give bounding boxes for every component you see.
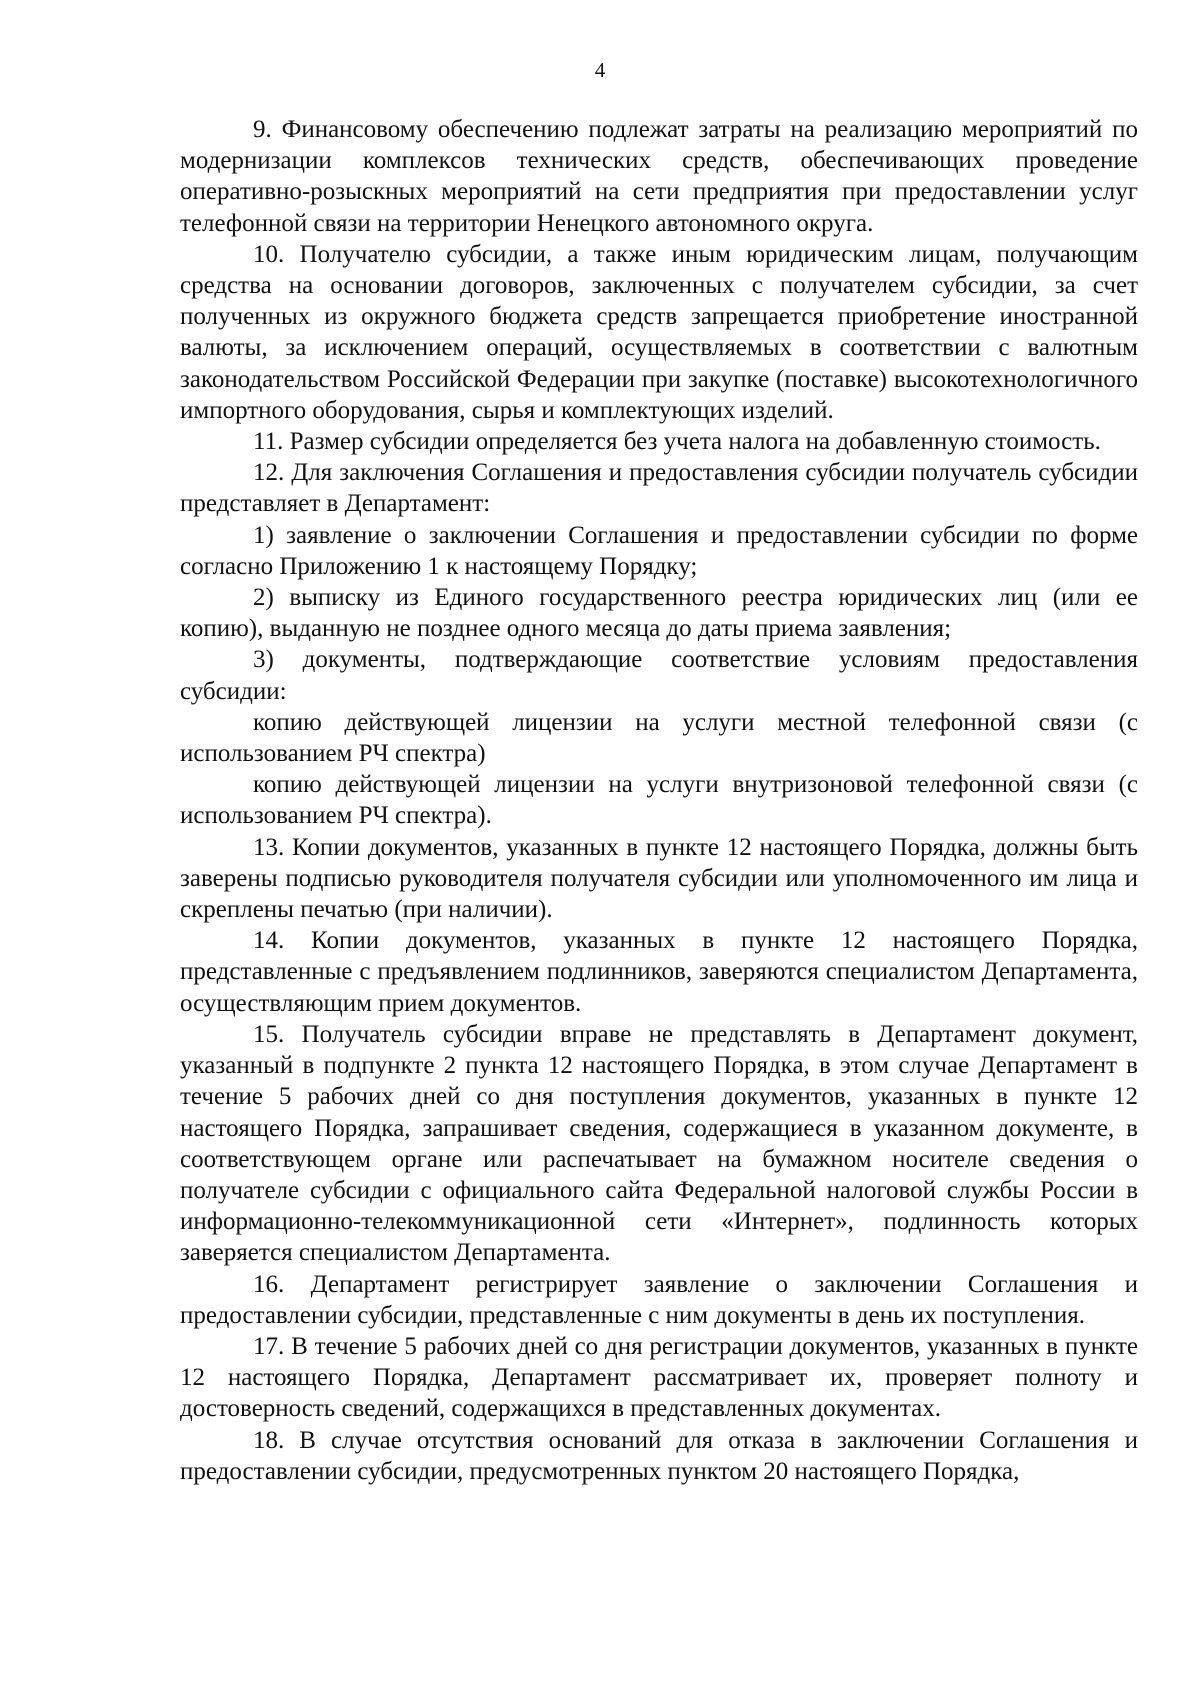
paragraph-15: 15. Получатель субсидии вправе не представлять в Департамент документ, указанный в подпункте 2 пункта 12 настоящего Порядка, в этом случае Департамент в течение 5 рабочих дней со дня поступления документов, указанных в пункте 12 настоящего Порядка, запрашивает сведения, содержащиеся в указанном документе, в соответствующем органе или распечатывает на бумажном носителе сведения о получателе субсидии с официального сайта Федеральной налоговой службы России в информационно-телекоммуникационной сети «Интернет», подлинность которых заверяется специалистом Департамента. bbox=[180, 1020, 1138, 1267]
document-body bbox=[180, 114, 1138, 1487]
paragraph-18: 18. В случае отсутствия оснований для отказа в заключении Соглашения и предоставлении субсидии, предусмотренных пунктом 20 настоящего Порядка, bbox=[180, 1426, 1138, 1485]
paragraph-9: 9. Финансовому обеспечению подлежат затраты на реализацию мероприятий по модернизации комплексов технических средств, обеспечивающих проведение оперативно-розыскных мероприятий на сети предприятия при предоставлении услуг телефонной связи на территории Ненецкого автономного округа. bbox=[180, 116, 1138, 237]
paragraph-16: 16. Департамент регистрирует заявление о заключении Соглашения и предоставлении субсидии, представленные с ним документы в день их поступления. bbox=[180, 1270, 1138, 1329]
license-item-intrazonal: копию действующей лицензии на услуги внутризоновой телефонной связи (с использованием РЧ спектра). bbox=[180, 771, 1138, 830]
page-number: 4 bbox=[594, 58, 606, 82]
list-item-3: 3) документы, подтверждающие соответствие условиям предоставления субсидии: bbox=[180, 646, 1138, 705]
paragraph-17: 17. В течение 5 рабочих дней со дня регистрации документов, указанных в пункте 12 настоящего Порядка, Департамент рассматривает их, проверяет полноту и достоверность сведений, содержащихся в представленных документах. bbox=[180, 1332, 1138, 1423]
list-item-2: 2) выписку из Единого государственного реестра юридических лиц (или ее копию), выданную не позднее одного месяца до даты приема заявления; bbox=[180, 584, 1138, 643]
paragraph-10: 10. Получателю субсидии, а также иным юридическим лицам, получающим средства на основании договоров, заключенных с получателем субсидии, за счет полученных из окружного бюджета средств запрещается приобретение иностранной валюты, за исключением операций, осуществляемых в соответствии с валютным законодательством Российской Федерации при закупке (поставке) высокотехнологичного импортного оборудования, сырья и комплектующих изделий. bbox=[180, 240, 1138, 424]
list-item-1: 1) заявление о заключении Соглашения и предоставлении субсидии по форме согласно Приложению 1 к настоящему Порядку; bbox=[180, 521, 1138, 580]
paragraph-12: 12. Для заключения Соглашения и предоставления субсидии получатель субсидии представляет в Департамент: bbox=[180, 459, 1138, 518]
paragraph-14: 14. Копии документов, указанных в пункте 12 настоящего Порядка, представленные с предъявлением подлинников, заверяются специалистом Департамента, осуществляющим прием документов. bbox=[180, 927, 1138, 1017]
license-item-local: копию действующей лицензии на услуги местной телефонной связи (с использованием РЧ спектра) bbox=[180, 708, 1138, 768]
paragraph-11: 11. Размер субсидии определяется без учета налога на добавленную стоимость. bbox=[253, 428, 1101, 456]
paragraph-13: 13. Копии документов, указанных в пункте 12 настоящего Порядка, должны быть заверены подписью руководителя получателя субсидии или уполномоченного им лица и скреплены печатью (при наличии). bbox=[180, 833, 1138, 924]
